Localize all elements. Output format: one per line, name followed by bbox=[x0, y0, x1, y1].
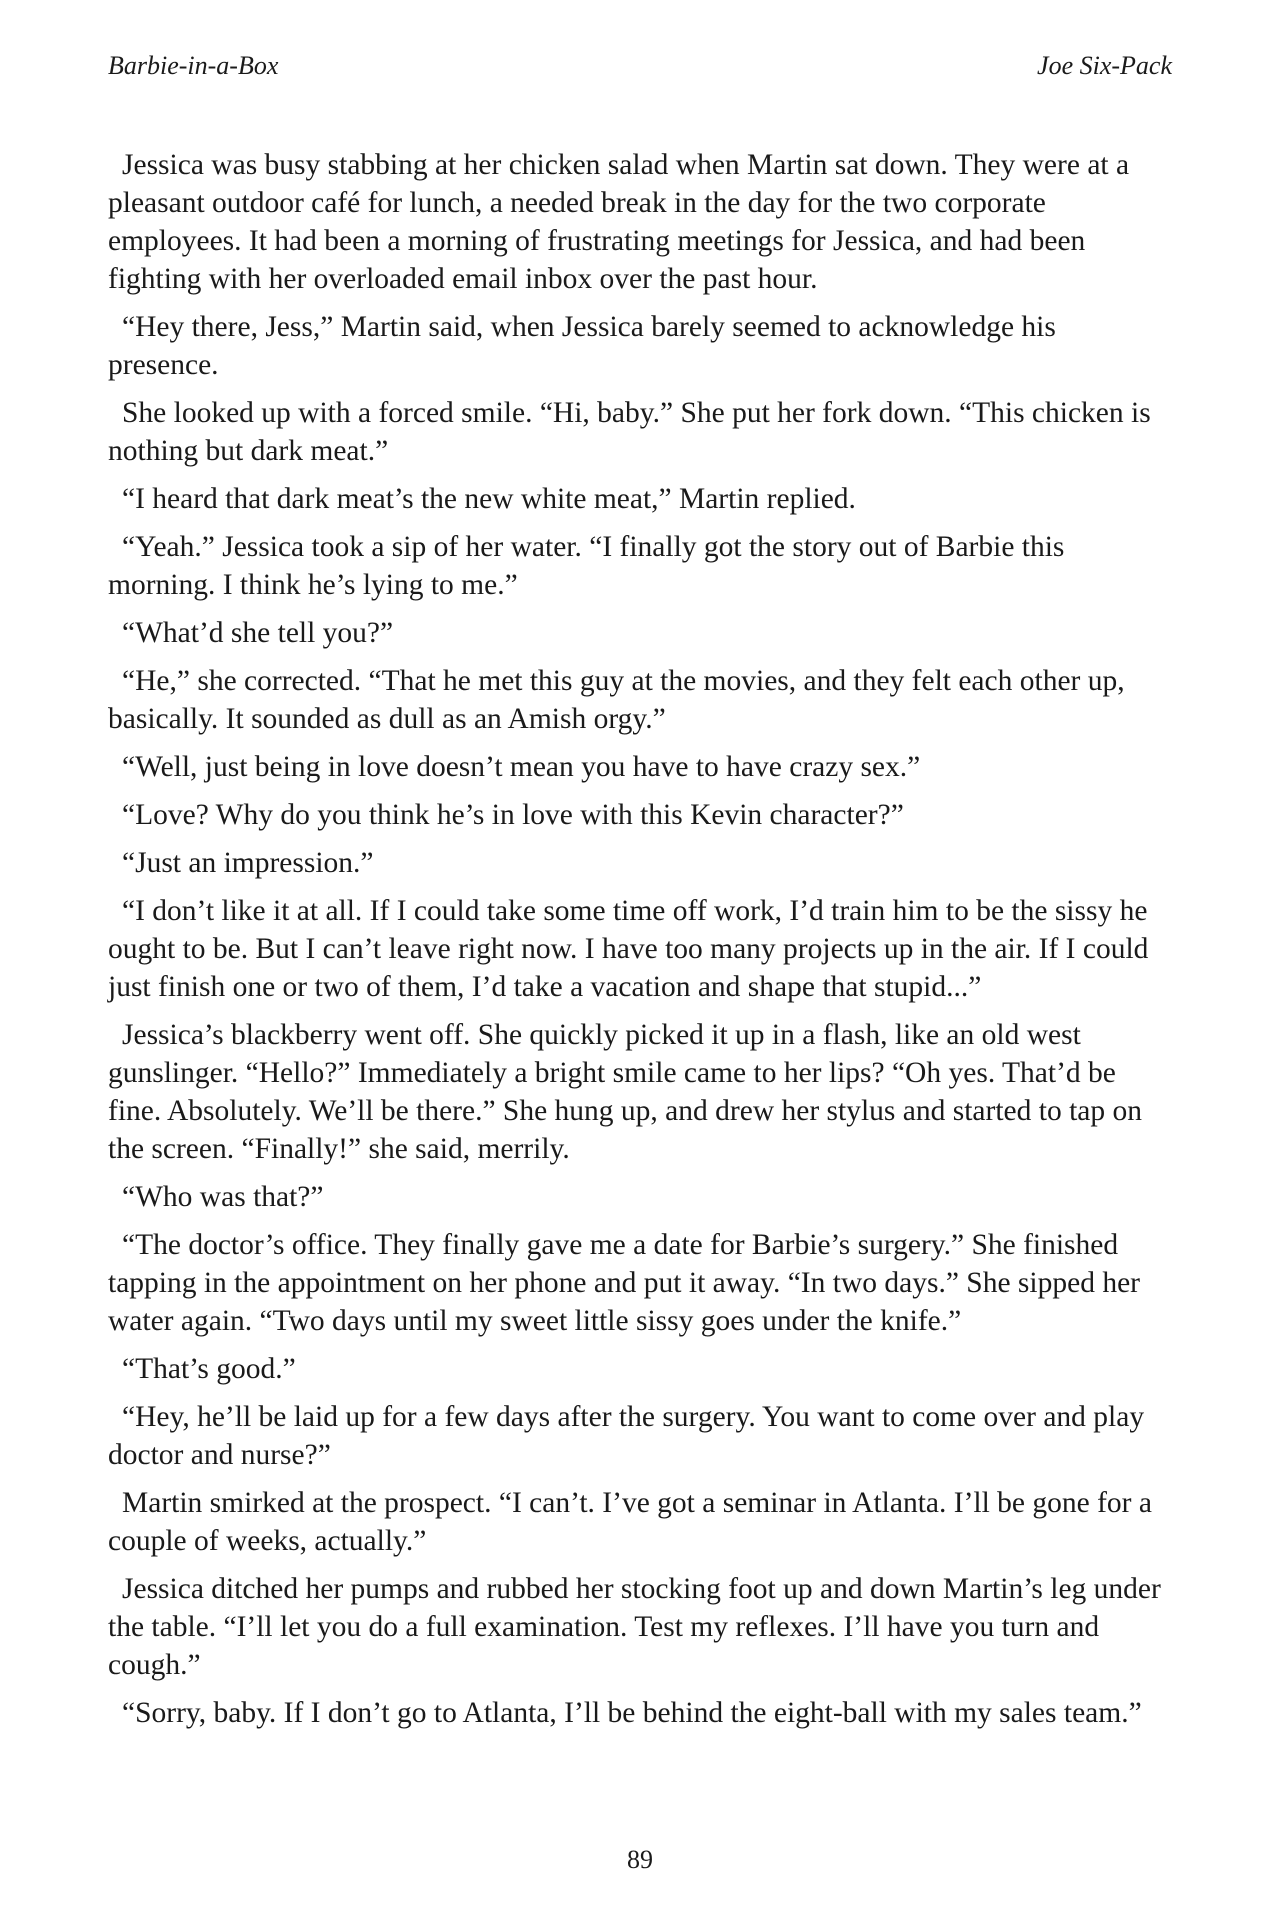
paragraph: “I heard that dark meat’s the new white meat,” Martin replied. bbox=[122, 483, 856, 515]
paragraph: “Who was that?” bbox=[122, 1181, 324, 1213]
paragraph: “I don’t like it at all. If I could take some time off work, I’d train him to be the sissy he ought to be. But I can’t leave right now. I have too many projects up in the air. If I could just finish one or two of them, I’d take a vacation and shape that stupid...” bbox=[108, 895, 1149, 1003]
paragraph: “The doctor’s office. They finally gave me a date for Barbie’s surgery.” She finished tapping in the appointment on her phone and put it away. “In two days.” She sipped her water again. “Two days until my sweet little sissy goes under the knife.” bbox=[108, 1229, 1140, 1337]
paragraph: “Hey, he’ll be laid up for a few days after the surgery. You want to come over and play doctor and nurse?” bbox=[108, 1401, 1145, 1471]
author-name: Joe Six-Pack bbox=[1037, 51, 1172, 80]
paragraph: She looked up with a forced smile. “Hi, baby.” She put her fork down. “This chicken is nothing but dark meat.” bbox=[108, 397, 1151, 467]
running-header bbox=[108, 46, 1172, 86]
book-title: Barbie-in-a-Box bbox=[108, 51, 279, 80]
paragraph: “Yeah.” Jessica took a sip of her water. “I finally got the story out of Barbie this morning. I think he’s lying to me.” bbox=[108, 531, 1065, 601]
paragraph: “Hey there, Jess,” Martin said, when Jessica barely seemed to acknowledge his presence. bbox=[108, 311, 1056, 381]
paragraph: “Sorry, baby. If I don’t go to Atlanta, I’ll be behind the eight-ball with my sales team.” bbox=[122, 1697, 1142, 1729]
paragraph: “Love? Why do you think he’s in love with this Kevin character?” bbox=[122, 799, 904, 831]
paragraph: Martin smirked at the prospect. “I can’t. I’ve got a seminar in Atlanta. I’ll be gone for a couple of weeks, actually.” bbox=[108, 1487, 1152, 1557]
paragraph: “Well, just being in love doesn’t mean you have to have crazy sex.” bbox=[122, 751, 921, 783]
paragraph: “Just an impression.” bbox=[122, 847, 374, 879]
book-page bbox=[108, 46, 1172, 1886]
paragraph: “What’d she tell you?” bbox=[122, 617, 394, 649]
body-text bbox=[108, 146, 1172, 1742]
paragraph: “That’s good.” bbox=[122, 1353, 296, 1385]
paragraph: Jessica was busy stabbing at her chicken salad when Martin sat down. They were at a pleasant outdoor café for lunch, a needed break in the day for the two corporate employees. It had been a morning of frustrating meetings for Jessica, and had been fighting with her overloaded email inbox over the past hour. bbox=[108, 149, 1130, 295]
page-number: 89 bbox=[627, 1845, 653, 1874]
paragraph: Jessica ditched her pumps and rubbed her stocking foot up and down Martin’s leg under the table. “I’ll let you do a full examination. Test my reflexes. I’ll have you turn and cough.” bbox=[108, 1573, 1161, 1681]
paragraph: “He,” she corrected. “That he met this guy at the movies, and they felt each other up, basically. It sounded as dull as an Amish orgy.” bbox=[108, 665, 1125, 735]
paragraph: Jessica’s blackberry went off. She quickly picked it up in a flash, like an old west gunslinger. “Hello?” Immediately a bright smile came to her lips? “Oh yes. That’d be fine. Absolutely. We’ll be there.” She hung up, and drew her stylus and started to tap on the screen. “Finally!” she said, merrily. bbox=[108, 1019, 1142, 1165]
